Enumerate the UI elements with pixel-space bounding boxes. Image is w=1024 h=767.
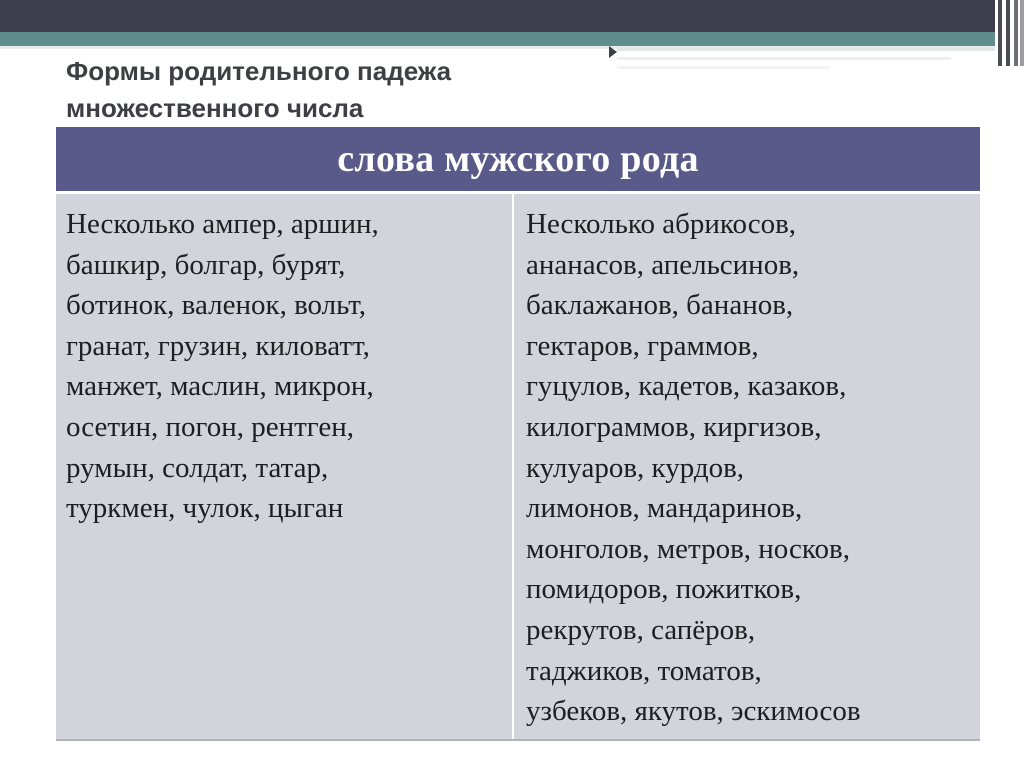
- left-cell-line: башкир, болгар, бурят,: [66, 248, 346, 281]
- top-accent-band: [0, 32, 995, 46]
- right-cell-line: гектаров, граммов,: [526, 329, 759, 362]
- left-cell-line: туркмен, чулок, цыган: [66, 492, 344, 525]
- right-cell-line: гуцулов, кадетов, казаков,: [526, 370, 847, 403]
- decorative-line: [617, 48, 995, 51]
- right-cell-line: таджиков, томатов,: [526, 654, 762, 687]
- top-bar: [0, 0, 995, 32]
- right-cell-line: лимонов, мандаринов,: [526, 492, 803, 525]
- corner-frame-bar: [998, 0, 1002, 66]
- corner-frame-bar: [1014, 0, 1018, 66]
- corner-frame-bar: [1020, 0, 1024, 66]
- right-cell-line: узбеков, якутов, эскимосов: [526, 695, 861, 728]
- left-cell-line: ботинок, валенок, вольт,: [66, 289, 367, 322]
- right-cell-line: баклажанов, бананов,: [526, 289, 794, 322]
- left-cell-line: румын, солдат, татар,: [66, 451, 329, 484]
- decorative-line: [617, 66, 829, 69]
- corner-frame-bar: [1006, 0, 1010, 66]
- decorative-line: [617, 57, 951, 60]
- left-cell-line: гранат, грузин, киловатт,: [66, 329, 370, 362]
- left-cell: [66, 204, 506, 529]
- left-cell-line: манжет, маслин, микрон,: [66, 370, 374, 403]
- right-cell-line: кулуаров, курдов,: [526, 451, 745, 484]
- right-cell: [526, 204, 976, 732]
- table-header-text: слова мужского рода: [337, 138, 699, 180]
- right-cell-line: ананасов, апельсинов,: [526, 248, 800, 281]
- slide-title-line: множественного числа: [66, 93, 364, 123]
- slide-title-line: Формы родительного падежа: [66, 56, 452, 86]
- right-cell-line: килограммов, киргизов,: [526, 410, 822, 443]
- right-cell-line: помидоров, пожитков,: [526, 573, 802, 606]
- word-table: [56, 127, 980, 739]
- left-cell-line: осетин, погон, рентген,: [66, 410, 354, 443]
- slide-title: [66, 53, 626, 127]
- table-header: [56, 127, 980, 194]
- table-body: [56, 194, 980, 741]
- right-cell-line: рекрутов, сапёров,: [526, 613, 756, 646]
- column-divider: [512, 194, 514, 739]
- left-cell-line: Несколько ампер, аршин,: [66, 208, 379, 240]
- right-cell-line: Несколько абрикосов,: [526, 208, 797, 240]
- right-cell-line: монголов, метров, носков,: [526, 532, 850, 565]
